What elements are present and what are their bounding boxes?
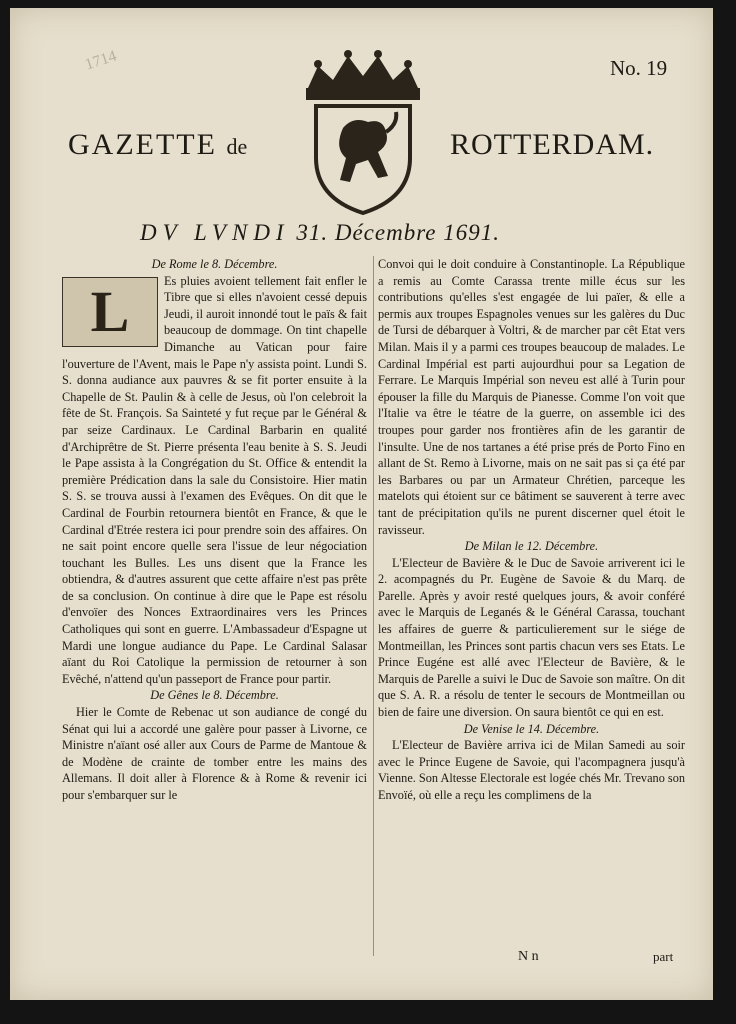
archive-pencil-mark: 1714 [83, 47, 119, 74]
issue-number: No. 19 [610, 56, 668, 80]
signature-mark: N n [518, 949, 539, 964]
drop-cap-ornament [62, 277, 158, 347]
catchword: part [653, 949, 674, 964]
heading-rome: De Rome le 8. Décembre. [151, 257, 278, 271]
masthead-de: de [226, 134, 248, 159]
heading-venise: De Venise le 14. Décembre. [463, 721, 600, 736]
rotterdam-crest-icon [298, 48, 428, 218]
dateline [140, 220, 500, 246]
drop-cap-letter: L [90, 278, 130, 344]
article-milan: L'Electeur de Bavière & le Duc de Savoie arriverent ici le 2. acompagnés du Pr. Eugène de Savoie & du Marq. de Parelle. Après y avoir resté quelques jours, & avoir conféré avec le Marquis de Leganés & le Général Carassa, touchant les affaires de guerre & particulierement sur le siége de Montmeillan, les Princes sont partis chacun vers ses Etats. Le Prince Eugéne est allé avec l'Electeur de Bavière, & le Marquis de Parelle a suivi le Duc de Savoie son maître. On dit que S. A. R. a résolu de tenter le secours de Montmeillan ou bien de faire une diversion. On saura bientôt ce qui en est. [378, 555, 686, 720]
article-rome: Es pluies avoient tellement fait enfler le Tibre que si elles n'avoient cessé depuis Jeudi, il auroit innondé tout le païs & fait beaucoup de dommage. On tint chapelle Dimanche au Vatican pour faire l'ouverture de l'Avent, mais le Pape n'y assista point. Lundi S. S. donna audiance aux pauvres & se fit porter ensuite à la Chapelle de St. Paulin & à celle de Jesus, où l'on celebroit la fête de St. François. Sa Sainteté y fut reçue par le Général & par seize Cardinaux. Le Cardinal Barbarin en qualité d'Archiprêtre de St. Pierre présenta l'eau benite à S. S. Jeudi le Pape assista à la Congrégation du St. Office & entendit la première Prédication dans la sale du Consistoire. Hier matin S. S. se trouva aussi à l'examen des Evêques. On dit que le Cardinal de Fourbin retournera bientôt en France, & que le Cardinal d'Etrée restera ici pour prendre soin des affaires. On ne sait point encore quelle sera l'issue de leur négociation touchant les Bulles. Les uns disent que la France les obtiendra, & d'autres assurent que cette affaire n'est pas prête de sa conclusion. On continue à dire que le Pape est résolu d'envoïer des Nonces Extraordinaires vers les Princes Catholiques qui sont en guerre. L'Ambassadeur d'Espagne ut Mardi une longue audiance du Pape. Le Cardinal Salasar aïant du Roi Catolique la permission de retourner à son Evêché, n'attend qu'un passeport de France pour partir. [62, 273, 367, 686]
right-column [378, 256, 685, 804]
masthead-right: ROTTERDAM. [450, 128, 655, 161]
newspaper-page [10, 8, 713, 1000]
column-divider [373, 256, 374, 956]
masthead-left [68, 128, 247, 162]
dateline-day: DV LVNDI [140, 220, 290, 245]
article-genes: Hier le Comte de Rebenac ut son audiance de congé du Sénat qui lui a accordé une galère pour passer à Livorne, ce Ministre n'aïant osé aller aux Cours de Parme de Mantoue & de Modène de crainte de tomber entre les mains des Allemans. Il doit aller à Florence & à Rome & revenir ici pour s'embarquer sur le [62, 705, 367, 802]
heading-milan: De Milan le 12. Décembre. [464, 539, 599, 554]
article-venise: L'Electeur de Bavière arriva ici de Milan Samedi au soir avec le Prince Eugene de Savoie, qui l'acompagnera jusqu'à Vienne. Son Altesse Electorale est logée chés Mr. Trevano son Envoïé, où elle a reçu les complimens de la [378, 738, 685, 802]
dateline-date: 31. Décembre 1691. [296, 220, 500, 245]
left-column [62, 256, 367, 804]
heading-genes: De Gênes le 8. Décembre. [150, 688, 279, 703]
masthead-gazette: GAZETTE [68, 128, 217, 161]
article-genes-continued: Convoi qui le doit conduire à Constantinople. La République a remis au Comte Carassa trente mille écus sur les contributions qu'elles s'est engagée de lui païer, & elle a permis aux troupes Espagnoles venues sur les galères du Duc de Tursi de débarquer à Voltri, & de marcher par cêt Etat vers Milan. Mais il y a parmi ces troupes beaucoup de malades. Le Cardinal Impérial est parti aujourdhui pour sa Legation de Ferrare. Le Marquis Impérial son neveu est allé à Turin pour épouser la fille du Marquis de Pianesse. Comme l'on voit que l'Italie va être le téatre de la guerre, on assemble ici des troupes pour garder nos frontières afin de les garantir de l'insulte. Une de nos tartanes a été prise prés de Porto Fino en allant de St. Remo à Livorne, mais on ne sait pas si ça été par les Barbares ou par un Armateur Chrétien, parceque les matelots qui étoient sur ce bâtiment se sauverent à terre avec tant de précipitation qu'ils ne purent discerner quel étoit le ravisseur. [378, 257, 685, 537]
